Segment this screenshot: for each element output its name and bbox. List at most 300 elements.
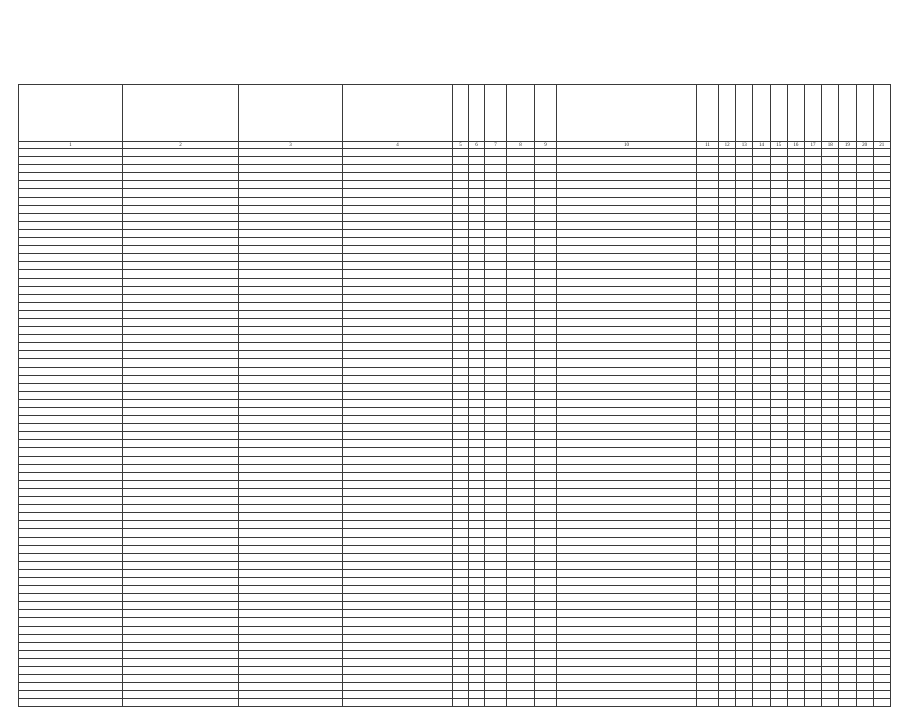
cell-mkd bbox=[535, 480, 557, 488]
period-mark-cell bbox=[770, 149, 787, 157]
period-mark-cell bbox=[822, 262, 839, 270]
cell-street bbox=[343, 594, 453, 602]
cell-building bbox=[469, 399, 485, 407]
period-mark-cell bbox=[822, 375, 839, 383]
period-mark-cell bbox=[770, 383, 787, 391]
cell-year bbox=[485, 375, 507, 383]
cell-region bbox=[19, 610, 123, 618]
period-mark-cell bbox=[770, 197, 787, 205]
period-mark-cell bbox=[856, 537, 873, 545]
period-mark-cell bbox=[719, 165, 736, 173]
cell-municipality bbox=[123, 189, 239, 197]
period-mark-cell bbox=[822, 205, 839, 213]
period-mark-cell bbox=[753, 327, 770, 335]
table-row bbox=[19, 359, 891, 367]
cell-street bbox=[343, 416, 453, 424]
cell-house bbox=[453, 545, 469, 553]
period-mark-cell bbox=[873, 602, 890, 610]
cell-element bbox=[557, 189, 697, 197]
table-row bbox=[19, 497, 891, 505]
period-mark-cell bbox=[873, 521, 890, 529]
cell-due bbox=[697, 229, 719, 237]
cell-year bbox=[485, 553, 507, 561]
cell-house bbox=[453, 505, 469, 513]
cell-area bbox=[507, 399, 535, 407]
cell-building bbox=[469, 213, 485, 221]
period-mark-cell bbox=[856, 383, 873, 391]
period-mark-cell bbox=[770, 270, 787, 278]
cell-building bbox=[469, 464, 485, 472]
period-mark-cell bbox=[822, 569, 839, 577]
cell-locality bbox=[239, 497, 343, 505]
cell-area bbox=[507, 521, 535, 529]
cell-locality bbox=[239, 650, 343, 658]
cell-element bbox=[557, 278, 697, 286]
cell-locality bbox=[239, 213, 343, 221]
period-mark-cell bbox=[736, 383, 753, 391]
period-mark-cell bbox=[839, 327, 856, 335]
cell-mkd bbox=[535, 521, 557, 529]
cell-house bbox=[453, 359, 469, 367]
cell-mkd bbox=[535, 594, 557, 602]
cell-mkd bbox=[535, 464, 557, 472]
cell-mkd bbox=[535, 561, 557, 569]
cell-locality bbox=[239, 278, 343, 286]
period-mark-cell bbox=[770, 586, 787, 594]
cell-house bbox=[453, 181, 469, 189]
cell-due bbox=[697, 529, 719, 537]
period-mark-cell bbox=[736, 165, 753, 173]
cell-street bbox=[343, 521, 453, 529]
cell-building bbox=[469, 440, 485, 448]
column-number: 11 bbox=[697, 142, 719, 149]
cell-street bbox=[343, 238, 453, 246]
period-mark-cell bbox=[804, 448, 821, 456]
period-mark-cell bbox=[856, 270, 873, 278]
cell-element bbox=[557, 699, 697, 707]
cell-region bbox=[19, 569, 123, 577]
period-mark-cell bbox=[856, 618, 873, 626]
cell-building bbox=[469, 545, 485, 553]
cell-region bbox=[19, 165, 123, 173]
period-mark-cell bbox=[873, 432, 890, 440]
cell-street bbox=[343, 335, 453, 343]
period-mark-cell bbox=[719, 626, 736, 634]
cell-year bbox=[485, 537, 507, 545]
period-mark-cell bbox=[719, 367, 736, 375]
period-mark-cell bbox=[787, 302, 804, 310]
period-mark-cell bbox=[804, 650, 821, 658]
period-mark-cell bbox=[753, 505, 770, 513]
period-mark-cell bbox=[753, 529, 770, 537]
cell-year bbox=[485, 432, 507, 440]
period-mark-cell bbox=[787, 246, 804, 254]
cell-municipality bbox=[123, 173, 239, 181]
cell-area bbox=[507, 254, 535, 262]
cell-house bbox=[453, 270, 469, 278]
period-mark-cell bbox=[787, 359, 804, 367]
period-mark-cell bbox=[839, 683, 856, 691]
cell-street bbox=[343, 699, 453, 707]
period-mark-cell bbox=[873, 294, 890, 302]
period-mark-cell bbox=[804, 238, 821, 246]
period-mark-cell bbox=[839, 399, 856, 407]
period-mark-cell bbox=[822, 359, 839, 367]
period-mark-cell bbox=[856, 642, 873, 650]
period-mark-cell bbox=[839, 472, 856, 480]
cell-due bbox=[697, 157, 719, 165]
cell-element bbox=[557, 424, 697, 432]
cell-building bbox=[469, 675, 485, 683]
cell-house bbox=[453, 667, 469, 675]
period-mark-cell bbox=[787, 658, 804, 666]
cell-mkd bbox=[535, 302, 557, 310]
period-mark-cell bbox=[822, 675, 839, 683]
period-mark-cell bbox=[856, 513, 873, 521]
cell-area bbox=[507, 205, 535, 213]
period-mark-cell bbox=[719, 488, 736, 496]
cell-element bbox=[557, 359, 697, 367]
cell-element bbox=[557, 569, 697, 577]
cell-street bbox=[343, 157, 453, 165]
cell-house bbox=[453, 286, 469, 294]
cell-region bbox=[19, 634, 123, 642]
cell-building bbox=[469, 270, 485, 278]
cell-area bbox=[507, 683, 535, 691]
period-mark-cell bbox=[804, 157, 821, 165]
cell-building bbox=[469, 488, 485, 496]
table-row bbox=[19, 262, 891, 270]
cell-mkd bbox=[535, 505, 557, 513]
period-mark-cell bbox=[804, 464, 821, 472]
cell-due bbox=[697, 408, 719, 416]
cell-locality bbox=[239, 699, 343, 707]
table-row bbox=[19, 416, 891, 424]
period-mark-cell bbox=[719, 213, 736, 221]
period-mark-cell bbox=[753, 610, 770, 618]
period-mark-cell bbox=[856, 432, 873, 440]
period-mark-cell bbox=[873, 157, 890, 165]
period-mark-cell bbox=[804, 246, 821, 254]
period-mark-cell bbox=[822, 488, 839, 496]
period-mark-cell bbox=[856, 545, 873, 553]
period-mark-cell bbox=[719, 553, 736, 561]
period-mark-cell bbox=[822, 594, 839, 602]
period-mark-cell bbox=[822, 318, 839, 326]
period-mark-cell bbox=[856, 561, 873, 569]
table-row bbox=[19, 270, 891, 278]
cell-due bbox=[697, 521, 719, 529]
period-mark-cell bbox=[719, 594, 736, 602]
period-mark-cell bbox=[822, 480, 839, 488]
period-mark-cell bbox=[787, 569, 804, 577]
cell-due bbox=[697, 221, 719, 229]
cell-due bbox=[697, 205, 719, 213]
cell-locality bbox=[239, 561, 343, 569]
cell-street bbox=[343, 359, 453, 367]
cell-building bbox=[469, 667, 485, 675]
period-mark-cell bbox=[839, 318, 856, 326]
cell-area bbox=[507, 650, 535, 658]
cell-element bbox=[557, 472, 697, 480]
cell-area bbox=[507, 343, 535, 351]
cell-mkd bbox=[535, 569, 557, 577]
cell-municipality bbox=[123, 165, 239, 173]
cell-locality bbox=[239, 189, 343, 197]
cell-due bbox=[697, 149, 719, 157]
period-mark-cell bbox=[804, 569, 821, 577]
cell-municipality bbox=[123, 594, 239, 602]
cell-building bbox=[469, 351, 485, 359]
period-mark-cell bbox=[787, 610, 804, 618]
period-mark-cell bbox=[770, 205, 787, 213]
table-row bbox=[19, 610, 891, 618]
period-mark-cell bbox=[719, 189, 736, 197]
cell-building bbox=[469, 497, 485, 505]
cell-element bbox=[557, 594, 697, 602]
table-row bbox=[19, 367, 891, 375]
cell-street bbox=[343, 488, 453, 496]
cell-element bbox=[557, 383, 697, 391]
period-mark-cell bbox=[839, 634, 856, 642]
period-mark-cell bbox=[856, 667, 873, 675]
cell-due bbox=[697, 537, 719, 545]
table-row bbox=[19, 626, 891, 634]
period-mark-cell bbox=[839, 278, 856, 286]
period-mark-cell bbox=[736, 537, 753, 545]
period-mark-cell bbox=[736, 610, 753, 618]
cell-street bbox=[343, 569, 453, 577]
table-row bbox=[19, 464, 891, 472]
cell-building bbox=[469, 181, 485, 189]
cell-due bbox=[697, 658, 719, 666]
period-mark-cell bbox=[770, 675, 787, 683]
cell-mkd bbox=[535, 246, 557, 254]
period-mark-cell bbox=[873, 391, 890, 399]
cell-year bbox=[485, 472, 507, 480]
cell-year bbox=[485, 262, 507, 270]
cell-municipality bbox=[123, 238, 239, 246]
cell-due bbox=[697, 197, 719, 205]
cell-region bbox=[19, 254, 123, 262]
cell-street bbox=[343, 254, 453, 262]
period-mark-cell bbox=[753, 497, 770, 505]
period-mark-cell bbox=[856, 464, 873, 472]
table-row bbox=[19, 448, 891, 456]
period-mark-cell bbox=[804, 229, 821, 237]
table-row bbox=[19, 189, 891, 197]
period-mark-cell bbox=[822, 408, 839, 416]
period-mark-cell bbox=[787, 278, 804, 286]
period-mark-cell bbox=[822, 497, 839, 505]
cell-building bbox=[469, 561, 485, 569]
period-mark-cell bbox=[856, 294, 873, 302]
cell-mkd bbox=[535, 165, 557, 173]
period-mark-cell bbox=[787, 521, 804, 529]
period-mark-cell bbox=[839, 642, 856, 650]
period-mark-cell bbox=[856, 650, 873, 658]
column-number: 15 bbox=[770, 142, 787, 149]
cell-area bbox=[507, 432, 535, 440]
period-mark-cell bbox=[804, 488, 821, 496]
period-mark-cell bbox=[804, 310, 821, 318]
period-mark-cell bbox=[787, 262, 804, 270]
period-mark-cell bbox=[719, 675, 736, 683]
period-mark-cell bbox=[856, 254, 873, 262]
period-mark-cell bbox=[822, 464, 839, 472]
cell-house bbox=[453, 521, 469, 529]
period-mark-cell bbox=[753, 229, 770, 237]
period-mark-cell bbox=[787, 488, 804, 496]
cell-due bbox=[697, 416, 719, 424]
cell-street bbox=[343, 149, 453, 157]
cell-house bbox=[453, 658, 469, 666]
period-mark-cell bbox=[856, 213, 873, 221]
period-mark-cell bbox=[736, 594, 753, 602]
period-mark-cell bbox=[787, 310, 804, 318]
period-mark-cell bbox=[787, 335, 804, 343]
cell-region bbox=[19, 521, 123, 529]
cell-municipality bbox=[123, 667, 239, 675]
cell-due bbox=[697, 383, 719, 391]
table-row bbox=[19, 634, 891, 642]
cell-element bbox=[557, 229, 697, 237]
cell-year bbox=[485, 464, 507, 472]
period-mark-cell bbox=[719, 650, 736, 658]
cell-locality bbox=[239, 618, 343, 626]
period-mark-cell bbox=[856, 472, 873, 480]
cell-street bbox=[343, 626, 453, 634]
cell-street bbox=[343, 642, 453, 650]
cell-house bbox=[453, 351, 469, 359]
period-mark-cell bbox=[839, 383, 856, 391]
cell-locality bbox=[239, 569, 343, 577]
cell-locality bbox=[239, 343, 343, 351]
cell-year bbox=[485, 359, 507, 367]
period-mark-cell bbox=[736, 480, 753, 488]
cell-locality bbox=[239, 448, 343, 456]
period-mark-cell bbox=[804, 270, 821, 278]
cell-element bbox=[557, 577, 697, 585]
period-mark-cell bbox=[856, 505, 873, 513]
period-mark-cell bbox=[736, 367, 753, 375]
cell-area bbox=[507, 278, 535, 286]
period-mark-cell bbox=[804, 262, 821, 270]
cell-due bbox=[697, 278, 719, 286]
cell-street bbox=[343, 545, 453, 553]
period-mark-cell bbox=[839, 480, 856, 488]
period-mark-cell bbox=[770, 165, 787, 173]
cell-region bbox=[19, 399, 123, 407]
cell-building bbox=[469, 472, 485, 480]
period-mark-cell bbox=[770, 569, 787, 577]
cell-element bbox=[557, 497, 697, 505]
cell-mkd bbox=[535, 270, 557, 278]
period-mark-cell bbox=[804, 577, 821, 585]
period-mark-cell bbox=[736, 399, 753, 407]
cell-municipality bbox=[123, 521, 239, 529]
cell-house bbox=[453, 318, 469, 326]
period-mark-cell bbox=[856, 586, 873, 594]
cell-year bbox=[485, 327, 507, 335]
cell-year bbox=[485, 658, 507, 666]
period-mark-cell bbox=[770, 424, 787, 432]
table-row bbox=[19, 456, 891, 464]
period-mark-cell bbox=[787, 440, 804, 448]
period-mark-cell bbox=[822, 650, 839, 658]
cell-element bbox=[557, 521, 697, 529]
cell-mkd bbox=[535, 650, 557, 658]
period-mark-cell bbox=[856, 448, 873, 456]
period-mark-cell bbox=[804, 416, 821, 424]
period-mark-cell bbox=[873, 181, 890, 189]
cell-building bbox=[469, 254, 485, 262]
period-mark-cell bbox=[804, 149, 821, 157]
period-mark-cell bbox=[787, 464, 804, 472]
cell-area bbox=[507, 181, 535, 189]
period-mark-cell bbox=[873, 529, 890, 537]
cell-region bbox=[19, 157, 123, 165]
cell-region bbox=[19, 310, 123, 318]
period-mark-cell bbox=[804, 367, 821, 375]
period-mark-cell bbox=[719, 254, 736, 262]
cell-house bbox=[453, 205, 469, 213]
period-mark-cell bbox=[804, 189, 821, 197]
cell-area bbox=[507, 262, 535, 270]
cell-due bbox=[697, 359, 719, 367]
cell-locality bbox=[239, 262, 343, 270]
period-mark-cell bbox=[856, 553, 873, 561]
period-mark-cell bbox=[787, 618, 804, 626]
period-mark-cell bbox=[719, 464, 736, 472]
period-mark-cell bbox=[719, 683, 736, 691]
table-row bbox=[19, 440, 891, 448]
period-mark-cell bbox=[719, 149, 736, 157]
cell-locality bbox=[239, 327, 343, 335]
cell-mkd bbox=[535, 602, 557, 610]
period-mark-cell bbox=[753, 246, 770, 254]
column-header bbox=[123, 85, 239, 142]
cell-locality bbox=[239, 375, 343, 383]
cell-locality bbox=[239, 691, 343, 699]
cell-year bbox=[485, 448, 507, 456]
cell-element bbox=[557, 545, 697, 553]
period-mark-cell bbox=[719, 278, 736, 286]
period-mark-cell bbox=[719, 521, 736, 529]
cell-region bbox=[19, 238, 123, 246]
cell-street bbox=[343, 286, 453, 294]
period-mark-cell bbox=[719, 229, 736, 237]
period-mark-cell bbox=[787, 642, 804, 650]
cell-locality bbox=[239, 173, 343, 181]
period-mark-cell bbox=[753, 294, 770, 302]
cell-mkd bbox=[535, 399, 557, 407]
period-mark-cell bbox=[804, 513, 821, 521]
period-mark-cell bbox=[873, 545, 890, 553]
cell-mkd bbox=[535, 238, 557, 246]
period-mark-cell bbox=[736, 667, 753, 675]
cell-element bbox=[557, 375, 697, 383]
period-mark-cell bbox=[753, 351, 770, 359]
cell-mkd bbox=[535, 189, 557, 197]
cell-area bbox=[507, 472, 535, 480]
cell-street bbox=[343, 375, 453, 383]
period-mark-cell bbox=[839, 416, 856, 424]
period-mark-cell bbox=[753, 432, 770, 440]
cell-due bbox=[697, 367, 719, 375]
cell-due bbox=[697, 497, 719, 505]
period-mark-cell bbox=[804, 456, 821, 464]
